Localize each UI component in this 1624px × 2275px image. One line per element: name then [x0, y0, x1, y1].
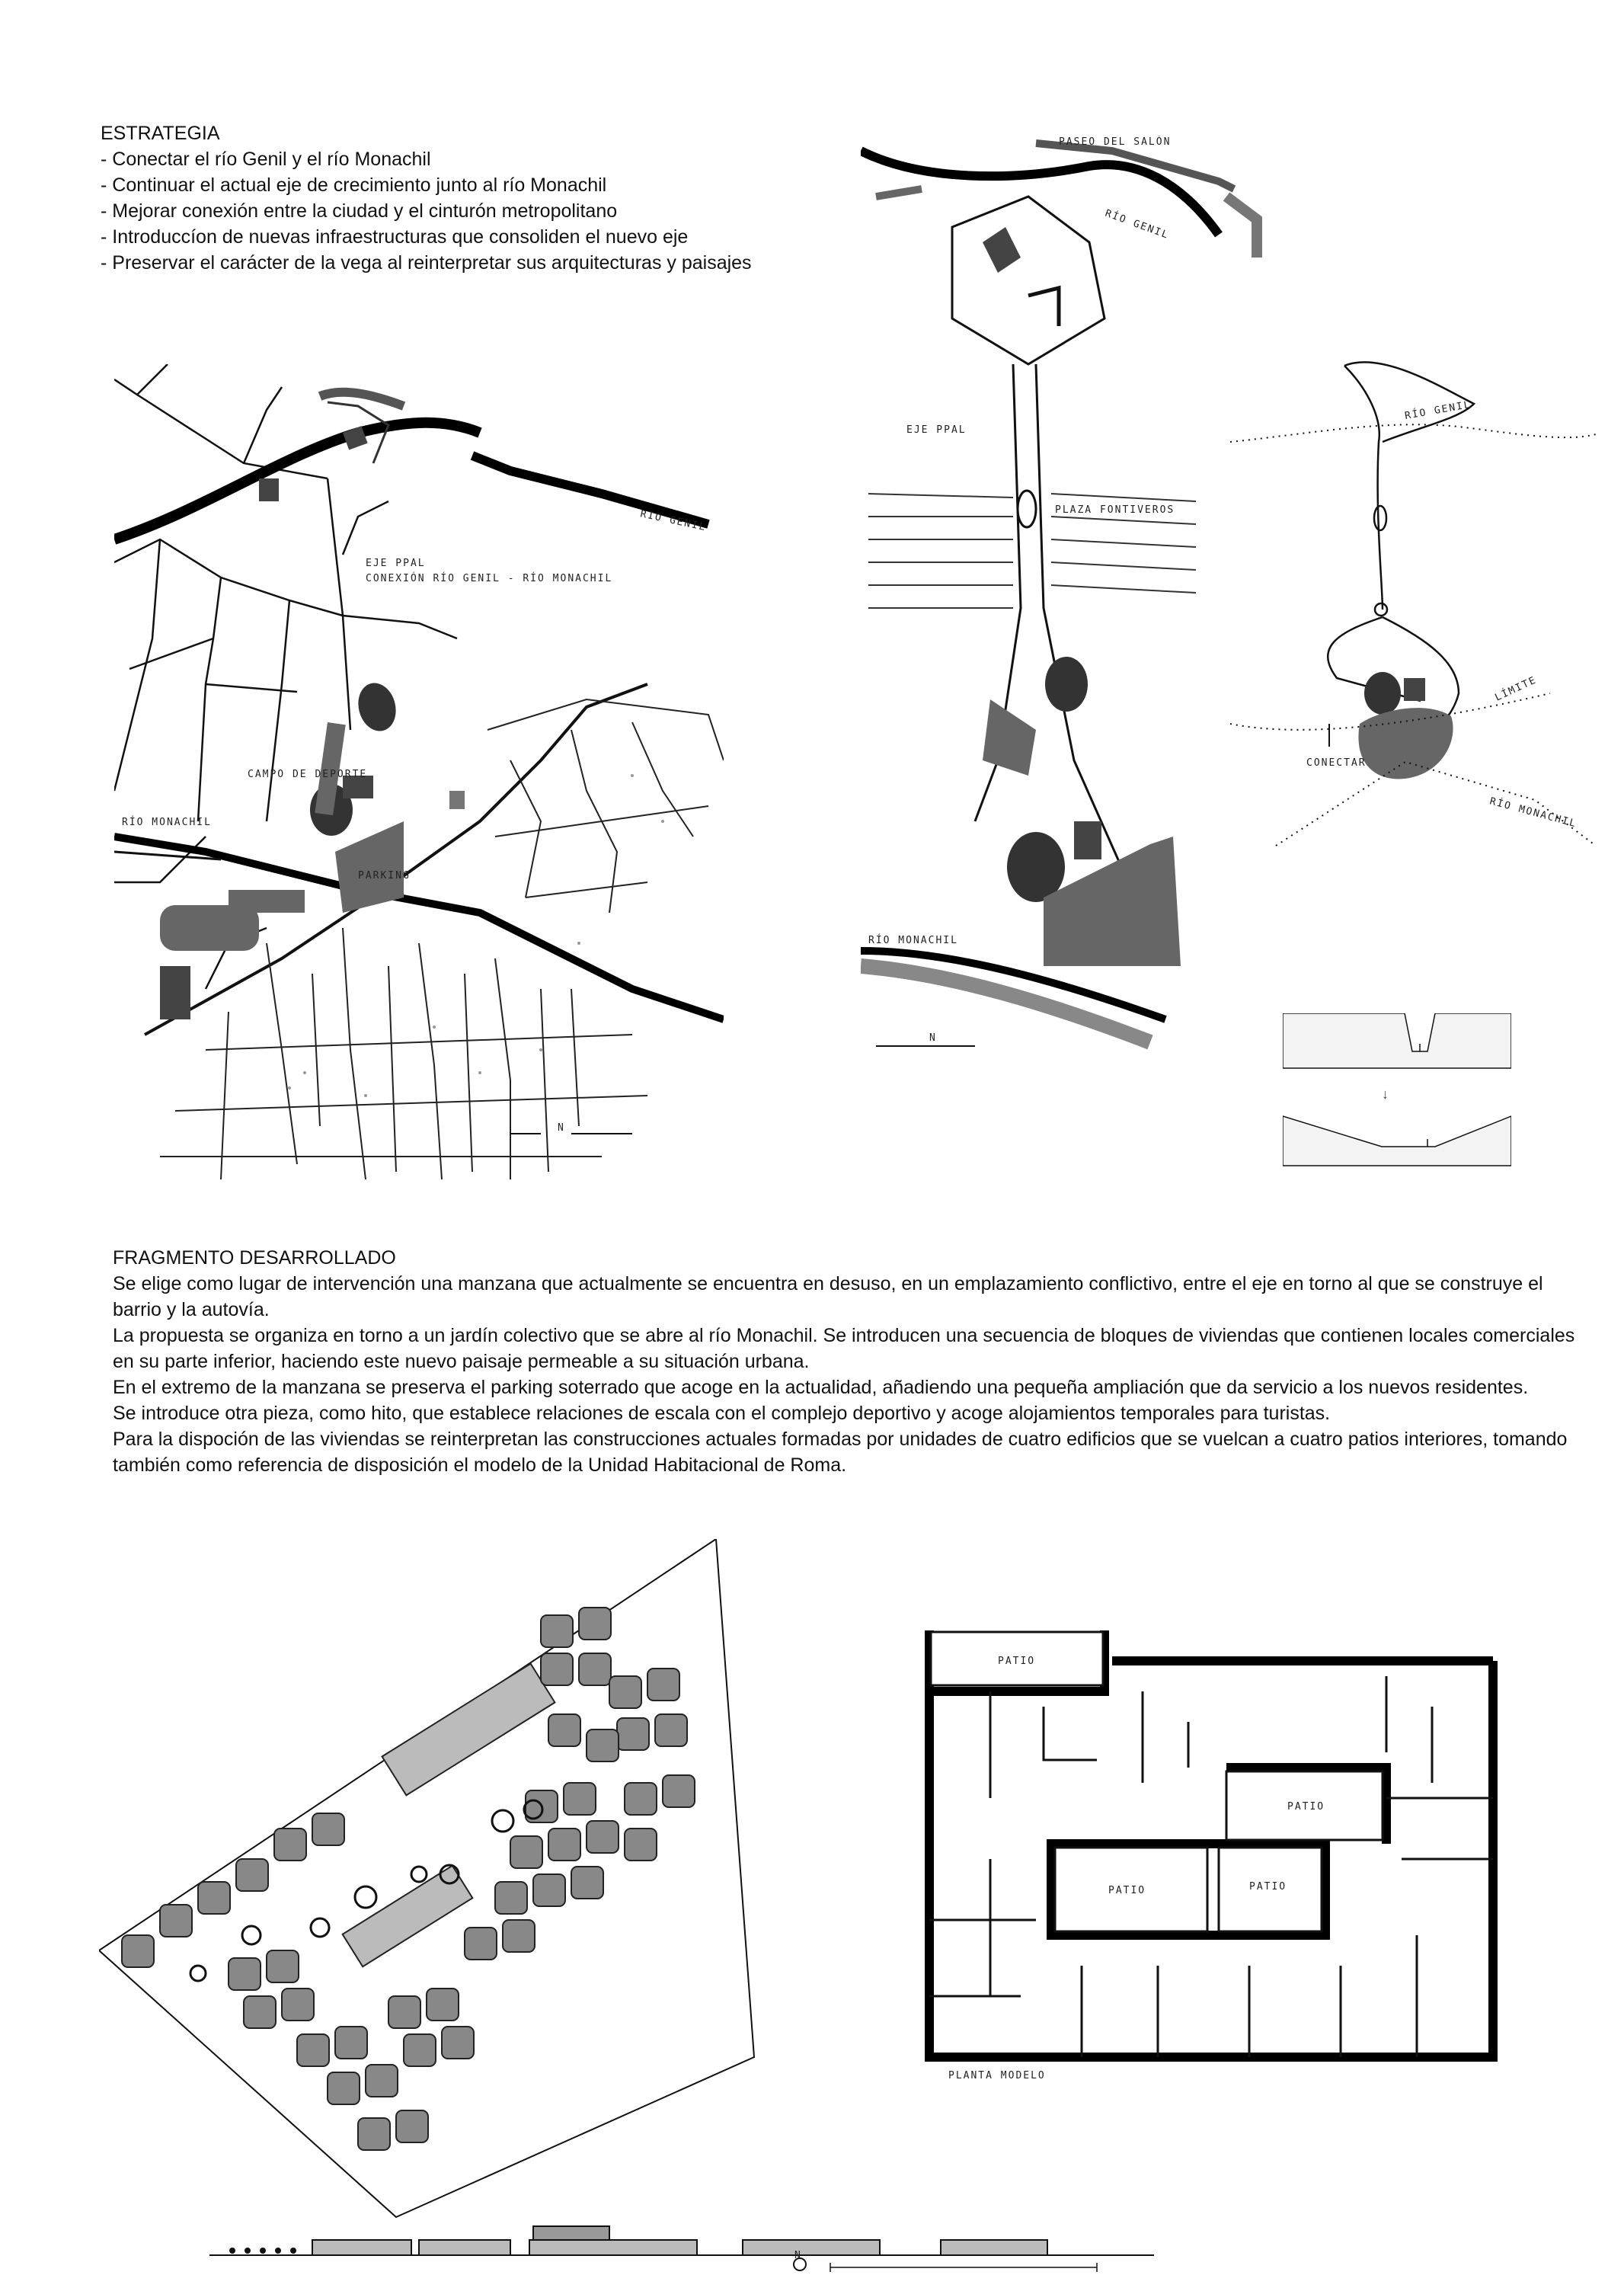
strategy-item: - Continuar el actual eje de crecimiento junto al río Monachil: [101, 174, 607, 196]
patio-label: PATIO: [1108, 1885, 1146, 1896]
planta-modelo-caption: PLANTA MODELO: [948, 2070, 1046, 2081]
axis-north-label: N: [929, 1032, 937, 1044]
diagram-label-limite: LÍMITE: [1493, 674, 1539, 704]
fragment-paragraph: Se elige como lugar de intervención una manzana que actualmente se encuentra en desuso, en un emplazamiento conflictivo, entre el eje en torno al que se construye el barrio y la autovía.: [113, 1273, 1543, 1320]
map-label-campo: CAMPO DE DEPORTE: [248, 769, 368, 780]
diagram-label-rio-genil: RÍO GENIL: [1404, 398, 1472, 422]
strategy-text-block: [101, 120, 752, 276]
strategy-item: - Conectar el río Genil y el río Monachil: [101, 149, 431, 170]
strategy-item: - Mejorar conexión entre la ciudad y el cinturón metropolitano: [101, 200, 618, 222]
axis-label-eje: EJE PPAL: [906, 424, 967, 436]
fragment-paragraph: Se introduce otra pieza, como hito, que establece relaciones de escala con el complejo deportivo y acoge alojamientos temporales para turistas.: [113, 1403, 1331, 1424]
terrain-section-diagrams: [1283, 1013, 1511, 1211]
axis-plan-sketch: [861, 136, 1272, 1050]
section-north-label: N: [794, 2251, 802, 2261]
strategy-heading: ESTRATEGIA: [101, 123, 220, 144]
strategy-item: - Preservar el carácter de la vega al reinterpretar sus arquitecturas y paisajes: [101, 252, 752, 274]
site-plan-drawing: [99, 1539, 769, 2232]
fragment-paragraph: Para la dispoción de las viviendas se reinterpretan las construcciones actuales formadas por unidades de cuatro edificios que se vuelcan a cuatro patios interiores, tomando también como referencia de disposición el modelo de la Unidad Habitacional de Roma.: [113, 1429, 1568, 1476]
patio-label: PATIO: [998, 1656, 1036, 1667]
strategy-item: - Introduccíon de nuevas infraestructuras que consoliden el nuevo eje: [101, 226, 689, 248]
axis-label-rio-genil: RÍO GENIL: [1103, 207, 1171, 242]
axis-label-rio-monachil: RÍO MONACHIL: [868, 935, 958, 946]
map-label-eje-ppal: EJE PPAL: [366, 558, 426, 569]
diagram-label-rio-monachil: RÍO MONACHIL: [1488, 795, 1578, 830]
concept-diagram: [1230, 358, 1596, 861]
fragment-text-block: [113, 1245, 1583, 1478]
map-label-parking: PARKING: [358, 870, 411, 882]
patio-label: PATIO: [1249, 1881, 1287, 1893]
map-label-eje-sub: CONEXIÓN RÍO GENIL - RÍO MONACHIL: [366, 573, 613, 584]
svg-text:↓: ↓: [1382, 1086, 1389, 1102]
planta-modelo-drawing: [914, 1630, 1508, 2118]
fragment-paragraph: La propuesta se organiza en torno a un jardín colectivo que se abre al río Monachil. Se introducen una secuencia de bloques de viviendas que contienen locales comerciales en su parte inferior, haciendo este nuevo paisaje permeable a su situación urbana.: [113, 1325, 1575, 1372]
context-map-sketch: [114, 364, 724, 1195]
map-north-label: N: [558, 1122, 565, 1134]
fragment-paragraph: En el extremo de la manzana se preserva el parking soterrado que acoge en la actualidad, añadiendo una pequeña ampliación que da servicio a los nuevos residentes.: [113, 1377, 1529, 1398]
axis-label-plaza: PLAZA FONTIVEROS: [1055, 504, 1175, 516]
map-label-rio-genil: RÍO GENIL: [639, 508, 708, 534]
diagram-label-conectar: CONECTAR: [1306, 757, 1367, 769]
patio-label: PATIO: [1287, 1801, 1325, 1813]
north-arrow-scale: [792, 2251, 1188, 2273]
map-label-rio-monachil: RÍO MONACHIL: [122, 817, 212, 828]
axis-label-paseo: PASEO DEL SALÓN: [1059, 136, 1172, 148]
fragment-heading: FRAGMENTO DESARROLLADO: [113, 1247, 396, 1269]
